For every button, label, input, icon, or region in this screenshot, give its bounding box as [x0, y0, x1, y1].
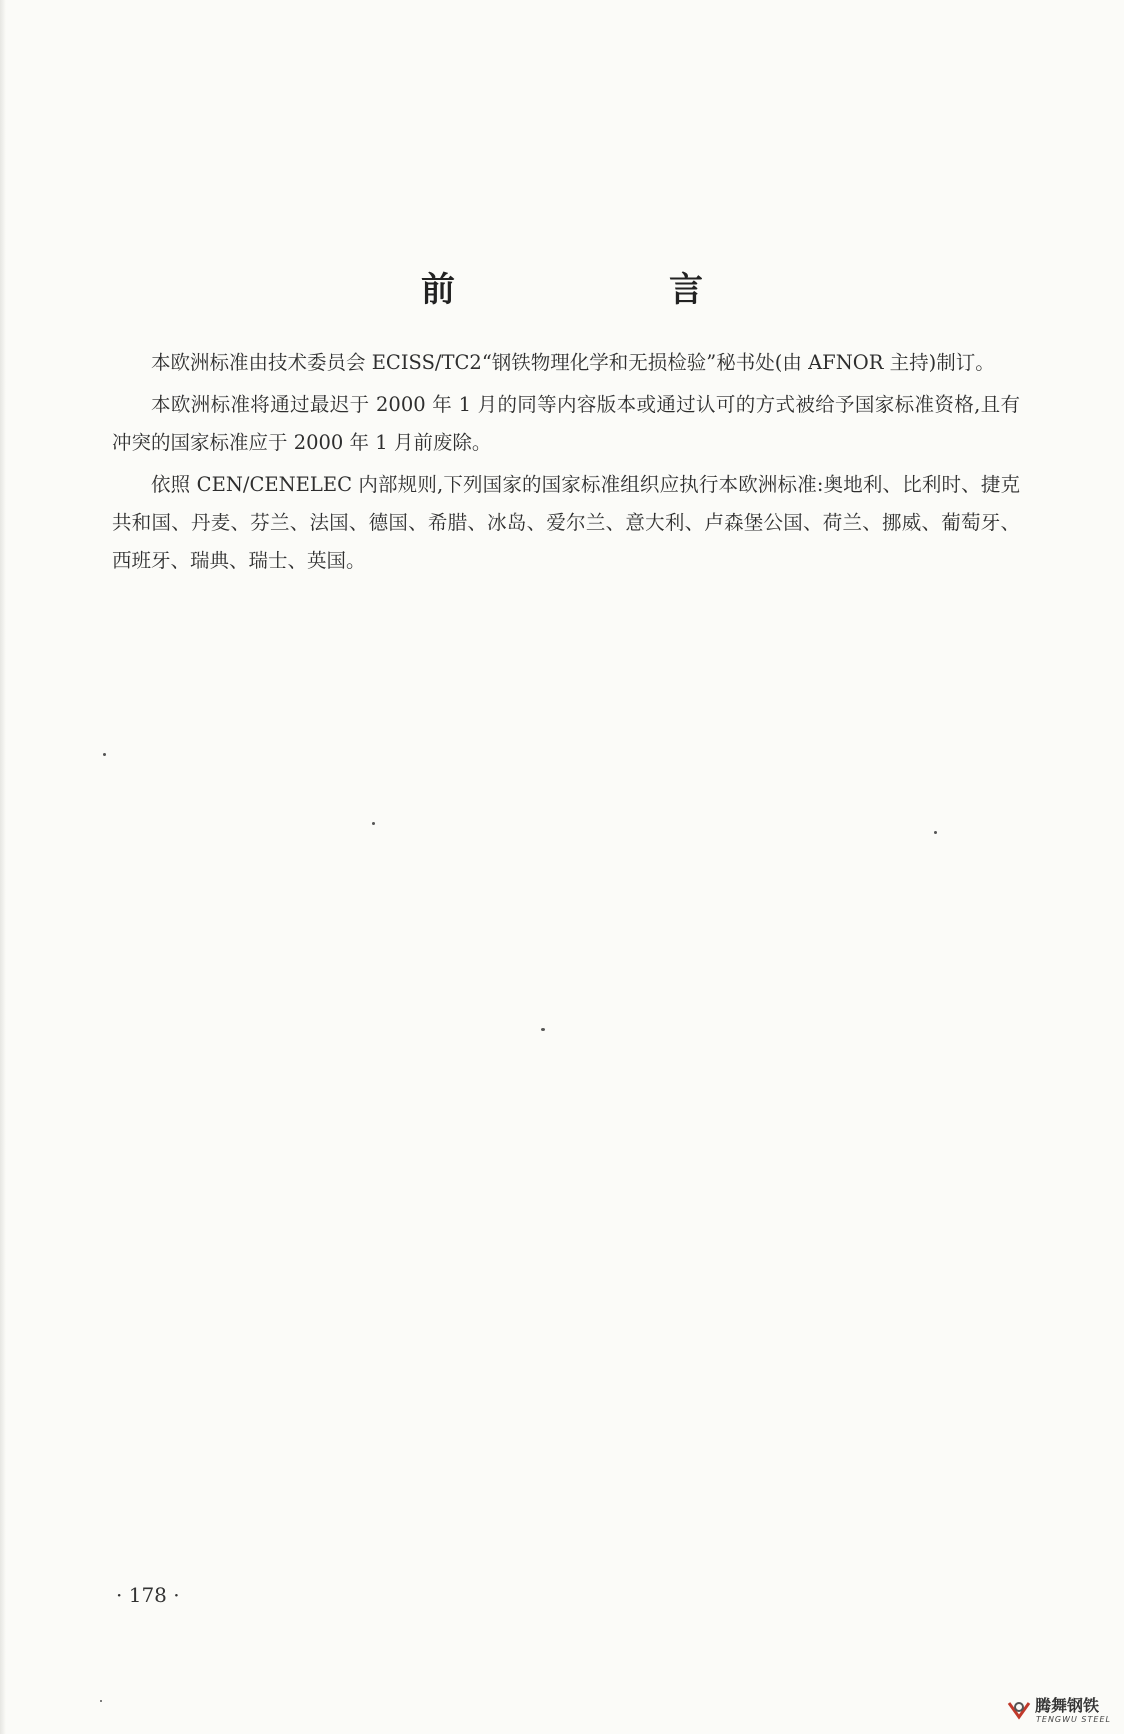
scan-speck [103, 753, 106, 756]
watermark-logo [1007, 1693, 1119, 1729]
paragraph-countries: 依照 CEN/CENELEC 内部规则,下列国家的国家标准组织应执行本欧洲标准:奥地利、比利时、捷克共和国、丹麦、芬兰、法国、德国、希腊、冰岛、爱尔兰、意大利、卢森堡公国、荷兰、挪威、葡萄牙、西班牙、瑞典、瑞士、英国。 [112, 473, 1020, 572]
watermark-name-cn: 腾舞钢铁 [1035, 1696, 1100, 1715]
foreword-body [112, 344, 1020, 584]
scan-speck [541, 1028, 545, 1031]
scan-speck [934, 831, 937, 834]
paragraph-adoption: 本欧洲标准将通过最迟于 2000 年 1 月的同等内容版本或通过认可的方式被给予国家标准资格,且有冲突的国家标准应于 2000 年 1 月前废除。 [112, 393, 1020, 454]
page-title: 前 言 [421, 270, 793, 310]
watermark-name-en: TENGWU STEEL [1036, 1715, 1111, 1724]
scan-speck [372, 822, 375, 825]
paragraph-drafting: 本欧洲标准由技术委员会 ECISS/TC2“钢铁物理化学和无损检验”秘书处(由 AFNOR 主持)制订。 [151, 351, 995, 374]
page-number: · 178 · [116, 1583, 180, 1607]
scan-edge-shadow [0, 0, 6, 1734]
scan-speck [100, 1700, 102, 1702]
tengwu-logo-icon [1007, 1697, 1031, 1721]
